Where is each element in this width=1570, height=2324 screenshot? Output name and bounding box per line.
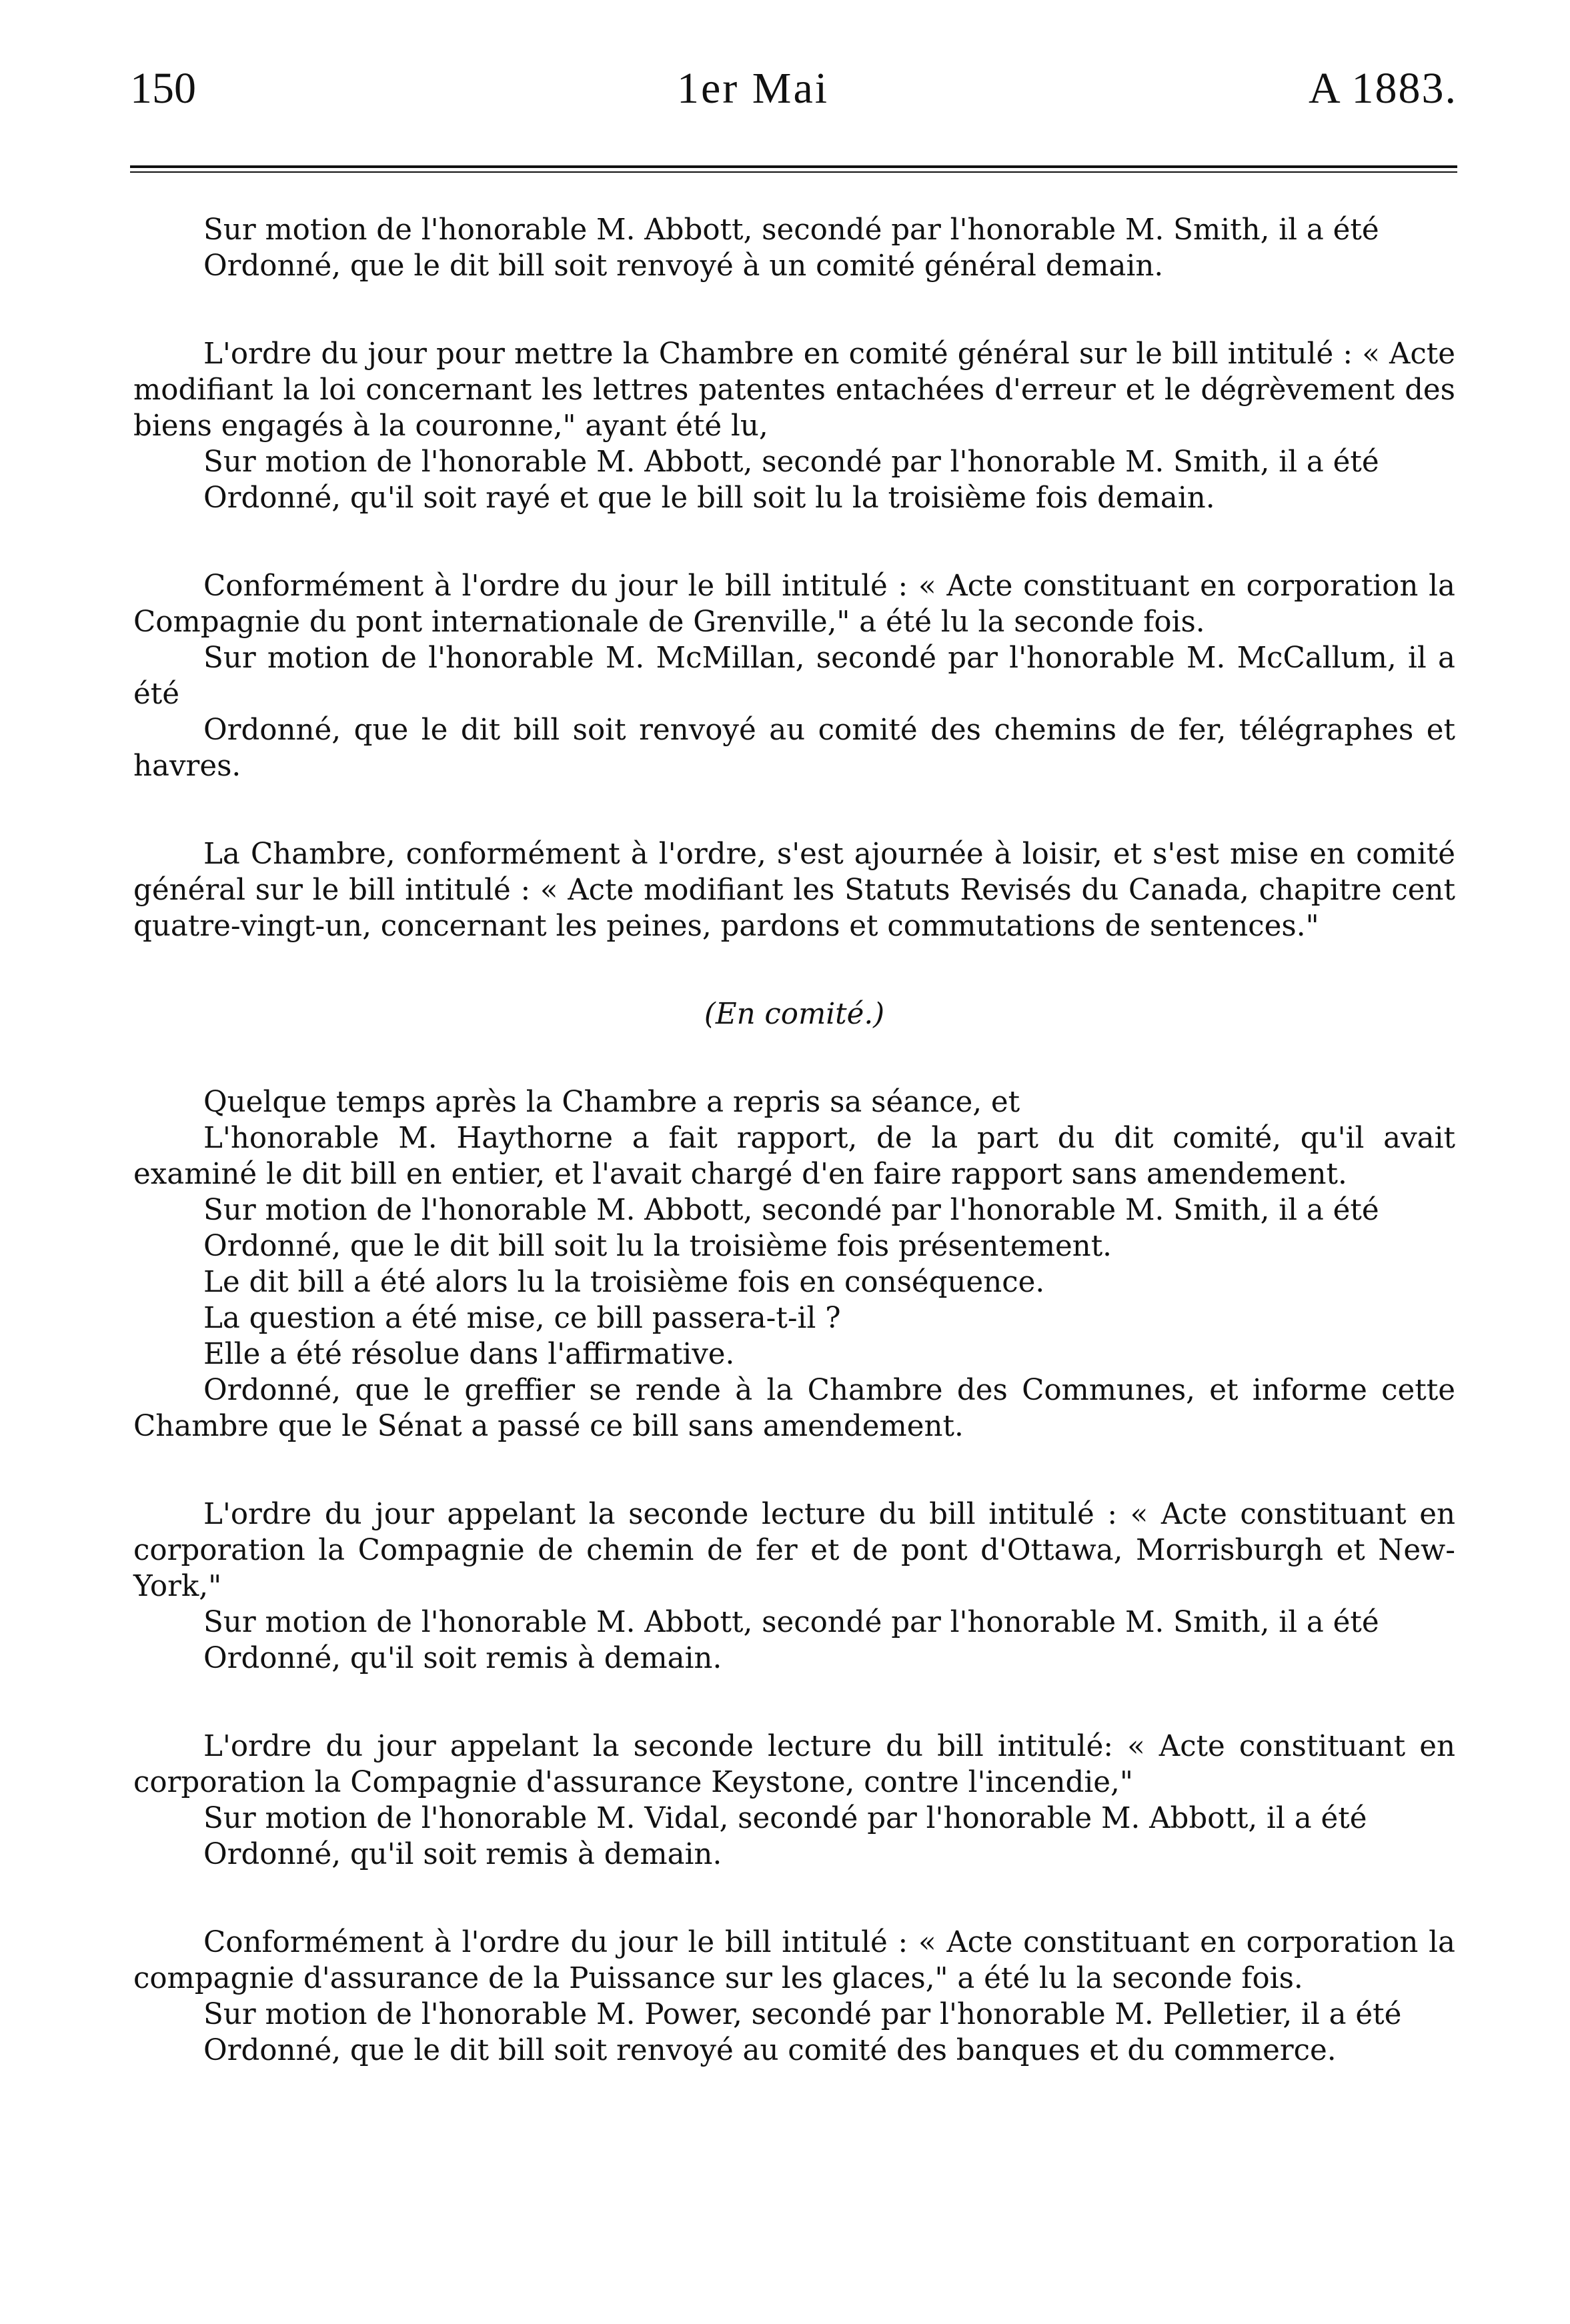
paragraph: Ordonné, qu'il soit rayé et que le bill soit lu la troisième fois demain. — [203, 481, 1215, 515]
paragraph: La Chambre, conformément à l'ordre, s'est ajournée à loisir, et s'est mise en comité général sur le bill intitulé : « Acte modifiant les Statuts Revisés du Canada, chapitre cent quatre-vingt-un, concernant les peines, pardons et commutations de sentences." — [133, 838, 1455, 943]
paragraph: Sur motion de l'honorable M. Abbott, secondé par l'honorable M. Smith, il a été — [203, 445, 1379, 479]
paragraph: Quelque temps après la Chambre a repris sa séance, et — [203, 1086, 1020, 1119]
paragraph: Ordonné, que le dit bill soit renvoyé au comité des banques et du commerce. — [203, 2034, 1337, 2067]
running-year: A 1883. — [1308, 64, 1457, 113]
page-number: 150 — [130, 64, 196, 113]
paragraph: Sur motion de l'honorable M. Vidal, secondé par l'honorable M. Abbott, il a été — [203, 1802, 1367, 1835]
entry-section — [133, 336, 1455, 516]
page-body — [133, 212, 1455, 2069]
paragraph: L'honorable M. Haythorne a fait rapport, de la part du dit comité, qu'il avait examiné le dit bill en entier, et l'avait chargé d'en faire rapport sans amendement. — [133, 1122, 1455, 1191]
entry-section — [133, 1496, 1455, 1676]
paragraph: Ordonné, que le greffier se rende à la Chambre des Communes, et informe cette Chambre que le Sénat a passé ce bill sans amendement. — [133, 1374, 1455, 1443]
paragraph: Le dit bill a été alors lu la troisième fois en conséquence. — [203, 1266, 1045, 1299]
paragraph: Sur motion de l'honorable M. Abbott, secondé par l'honorable M. Smith, il a été — [203, 213, 1379, 247]
committee-heading-section — [133, 996, 1455, 1032]
paragraph: La question a été mise, ce bill passera-t-il ? — [203, 1302, 841, 1335]
paragraph: Ordonné, que le dit bill soit lu la troisième fois présentement. — [203, 1230, 1112, 1263]
entry-section — [133, 836, 1455, 944]
paragraph: Elle a été résolue dans l'affirmative. — [203, 1338, 735, 1371]
entry-section — [133, 1084, 1455, 1444]
paragraph: Sur motion de l'honorable M. Power, secondé par l'honorable M. Pelletier, il a été — [203, 1998, 1402, 2031]
page-header — [130, 63, 1457, 123]
paragraph: Ordonné, qu'il soit remis à demain. — [203, 1838, 722, 1871]
paragraph: Ordonné, que le dit bill soit renvoyé au comité des chemins de fer, télégraphes et havres. — [133, 714, 1455, 783]
paragraph: Sur motion de l'honorable M. Abbott, secondé par l'honorable M. Smith, il a été — [203, 1194, 1379, 1227]
paragraph: Ordonné, que le dit bill soit renvoyé à un comité général demain. — [203, 249, 1164, 283]
paragraph: Ordonné, qu'il soit remis à demain. — [203, 1642, 722, 1675]
entry-section — [133, 1728, 1455, 1873]
paragraph: L'ordre du jour pour mettre la Chambre en comité général sur le bill intitulé : « Acte modifiant la loi concernant les lettres patentes entachées d'erreur et le dégrèvement des biens engagés à la couronne," ayant été lu, — [133, 337, 1455, 443]
paragraph: L'ordre du jour appelant la seconde lecture du bill intitulé : « Acte constituant en corporation la Compagnie de chemin de fer et de pont d'Ottawa, Morrisburgh et New-York," — [133, 1498, 1455, 1603]
paragraph: Sur motion de l'honorable M. Abbott, secondé par l'honorable M. Smith, il a été — [203, 1606, 1379, 1639]
entry-section — [133, 212, 1455, 284]
paragraph: Sur motion de l'honorable M. McMillan, secondé par l'honorable M. McCallum, il a été — [133, 642, 1455, 711]
entry-section — [133, 568, 1455, 784]
entry-section — [133, 1925, 1455, 2069]
paragraph: L'ordre du jour appelant la seconde lecture du bill intitulé: « Acte constituant en corporation la Compagnie d'assurance Keystone, contre l'incendie," — [133, 1730, 1455, 1799]
running-date: 1er Mai — [677, 64, 830, 113]
paragraph: Conformément à l'ordre du jour le bill intitulé : « Acte constituant en corporation la Compagnie du pont internationale de Grenville," a été lu la seconde fois. — [133, 569, 1455, 639]
header-rule-thin — [130, 171, 1457, 173]
header-rule-thick — [130, 165, 1457, 168]
paragraph: Conformément à l'ordre du jour le bill intitulé : « Acte constituant en corporation la compagnie d'assurance de la Puissance sur les glaces," a été lu la seconde fois. — [133, 1926, 1455, 1995]
committee-heading: (En comité.) — [704, 998, 885, 1031]
